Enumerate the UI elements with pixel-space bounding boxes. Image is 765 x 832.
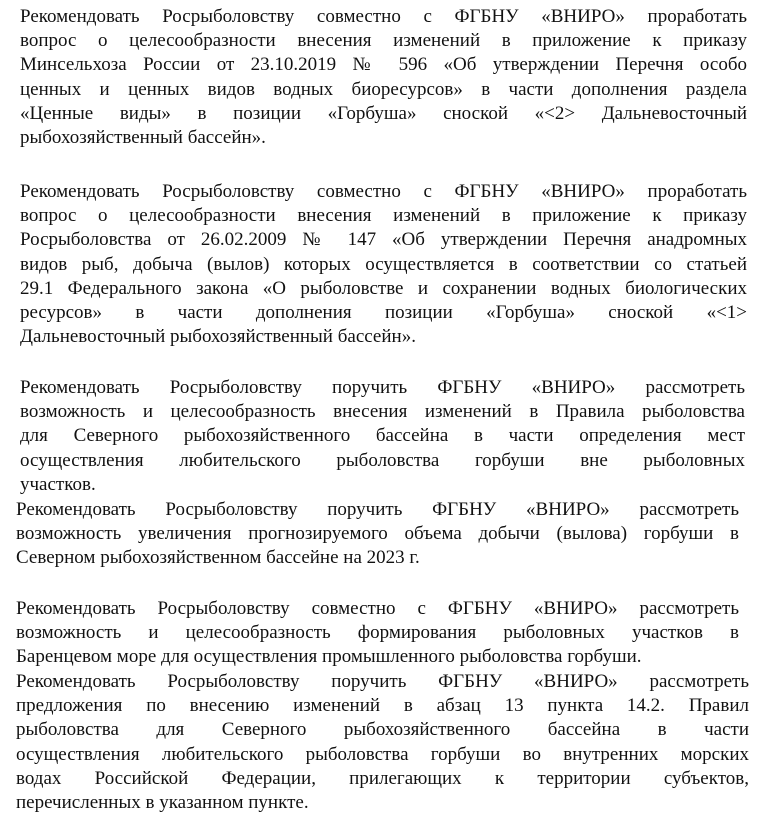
paragraph-line: 29.1 Федерального закона «О рыболовстве и сохранении водных биологических (20, 277, 747, 299)
paragraph-1 (20, 5, 747, 150)
paragraph-line: вопрос о целесообразности внесения изменений в приложение к приказу (20, 30, 747, 52)
paragraph-3 (20, 376, 745, 497)
paragraph-line: возможность и целесообразность внесения изменений в Правила рыболовства (20, 401, 745, 423)
paragraph-5 (16, 597, 739, 670)
paragraph-line: осуществления любительского рыболовства горбуши во внутренних морских (16, 743, 749, 765)
paragraph-line: Рекомендовать Росрыболовству поручить ФГБНУ «ВНИРО» рассмотреть (16, 499, 739, 520)
paragraph-line: участков. (20, 473, 96, 495)
paragraph-line: возможность и целесообразность формирования рыболовных участков в (16, 622, 739, 644)
paragraph-6 (16, 670, 749, 815)
paragraph-line: перечисленных в указанном пункте. (16, 791, 309, 813)
paragraph-4 (16, 498, 739, 571)
paragraph-line: осуществления любительского рыболовства горбуши вне рыболовных (20, 449, 745, 471)
paragraph-line: Рекомендовать Росрыболовству совместно с ФГБНУ «ВНИРО» рассмотреть (16, 598, 739, 619)
paragraph-line: видов рыб, добыча (вылов) которых осуществляется в соответствии со статьей (20, 253, 747, 275)
paragraph-line: Рекомендовать Росрыболовству совместно с ФГБНУ «ВНИРО» проработать (20, 6, 747, 27)
paragraph-line: вопрос о целесообразности внесения изменений в приложение к приказу (20, 205, 747, 227)
paragraph-line: Росрыболовства от 26.02.2009 № 147 «Об утверждении Перечня анадромных (20, 229, 747, 251)
paragraph-line: Дальневосточный рыбохозяйственный бассейн». (20, 326, 416, 348)
paragraph-line: рыбохозяйственный бассейн». (20, 126, 266, 148)
paragraph-line: возможность увеличения прогнозируемого объема добычи (вылова) горбуши в (16, 523, 739, 545)
paragraph-line: предложения по внесению изменений в абзац 13 пункта 14.2. Правил (16, 695, 749, 717)
paragraph-line: Рекомендовать Росрыболовству совместно с ФГБНУ «ВНИРО» проработать (20, 181, 747, 202)
paragraph-line: ценных и ценных видов водных биоресурсов» в части дополнения раздела (20, 78, 747, 100)
paragraph-line: для Северного рыбохозяйственного бассейна в части определения мест (20, 425, 745, 447)
paragraph-line: Баренцевом море для осуществления промышленного рыболовства горбуши. (16, 646, 642, 668)
paragraph-2 (20, 180, 747, 349)
paragraph-line: Рекомендовать Росрыболовству поручить ФГБНУ «ВНИРО» рассмотреть (20, 377, 745, 398)
paragraph-line: ресурсов» в части дополнения позиции «Горбуша» сноской «<1> (20, 301, 747, 323)
paragraph-line: водах Российской Федерации, прилегающих к территории субъектов, (16, 767, 749, 789)
paragraph-line: «Ценные виды» в позиции «Горбуша» сноской «<2> Дальневосточный (20, 102, 747, 124)
paragraph-line: Северном рыбохозяйственном бассейне на 2023 г. (16, 547, 420, 569)
paragraph-line: рыболовства для Северного рыбохозяйственного бассейна в части (16, 719, 749, 741)
paragraph-line: Минсельхоза России от 23.10.2019 № 596 «Об утверждении Перечня особо (20, 54, 747, 76)
paragraph-line: Рекомендовать Росрыболовству поручить ФГБНУ «ВНИРО» рассмотреть (16, 671, 749, 692)
